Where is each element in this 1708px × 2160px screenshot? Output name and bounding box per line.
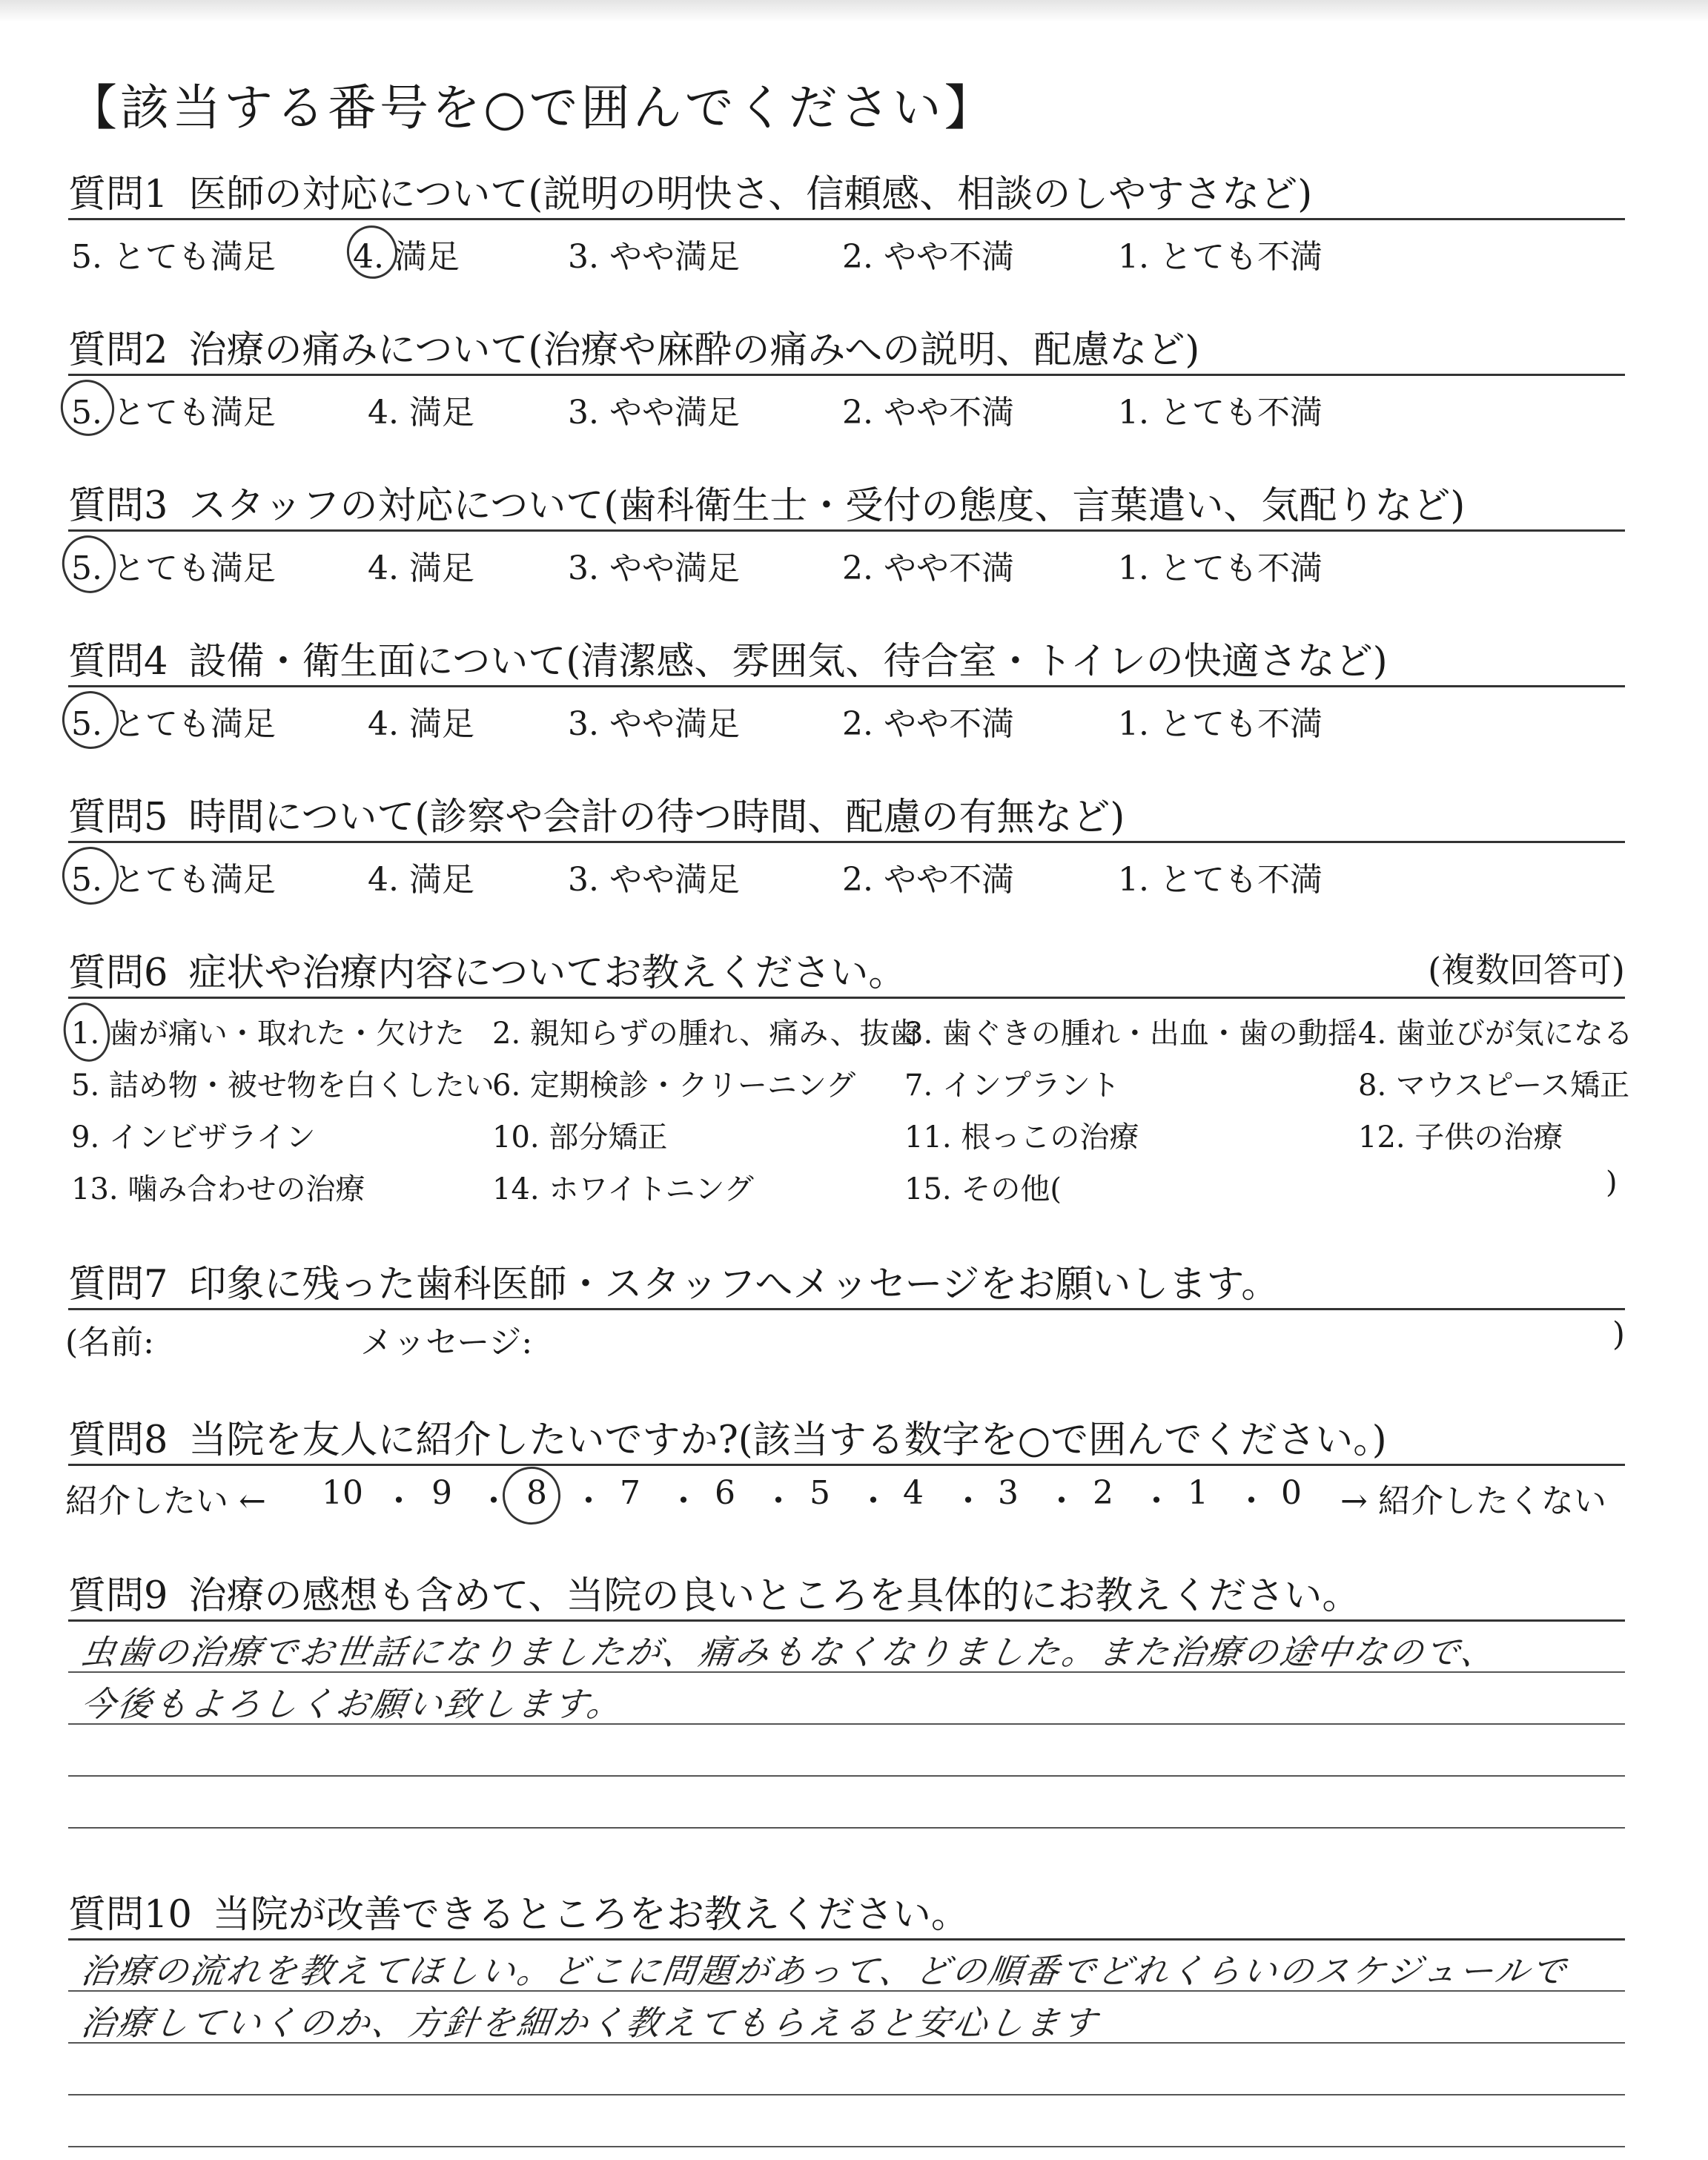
rating-option-4[interactable]: 4. 満足 <box>368 549 474 587</box>
symptom-option-8[interactable]: 8. マウスピース矯正 <box>1358 1069 1630 1103</box>
symptom-option-13[interactable]: 13. 噛み合わせの治療 <box>71 1172 365 1206</box>
symptom-option-3[interactable]: 3. 歯ぐきの腫れ・出血・歯の動揺 <box>904 1017 1357 1051</box>
selection-circle <box>59 999 115 1066</box>
question-rule <box>68 374 1625 376</box>
rating-option-3[interactable]: 3. やや満足 <box>568 394 740 432</box>
symptom-option-7[interactable]: 7. インプラント <box>904 1069 1120 1103</box>
scale-2[interactable]: 2 <box>1093 1474 1113 1512</box>
rating-option-1[interactable]: 1. とても不満 <box>1118 549 1323 587</box>
answer-line <box>68 2094 1625 2095</box>
question-number: 質問6 <box>68 951 168 995</box>
question-text: 治療の痛みについて(治療や麻酔の痛みへの説明、配慮など) <box>188 328 1200 372</box>
handwritten-answer-line: 虫歯の治療でお世話になりましたが、痛みもなくなりました。また治療の途中なので、 <box>78 1632 1500 1672</box>
question-heading <box>68 1883 969 1938</box>
question-rule <box>68 1308 1625 1310</box>
scale-dot: ・ <box>477 1482 510 1520</box>
question-number: 質問10 <box>68 1893 192 1937</box>
scale-dot: ・ <box>1045 1482 1078 1520</box>
question-text: 医師の対応について(説明の明快さ、信頼感、相談のしやすさなど) <box>188 173 1313 217</box>
rating-option-2[interactable]: 2. やや不満 <box>842 861 1014 899</box>
question-number: 質問5 <box>68 796 168 839</box>
handwritten-answer-line: 治療の流れを教えてほしい。どこに問題があって、どの順番でどれくらいのスケジュールで <box>78 1951 1571 1991</box>
multiple-answer-note: (複数回答可) <box>1428 950 1625 990</box>
question-text: 治療の感想も含めて、当院の良いところを具体的にお教えください。 <box>188 1574 1360 1618</box>
question-number: 質問3 <box>68 484 168 528</box>
question-rule <box>68 1938 1625 1941</box>
rating-option-4[interactable]: 4. 満足 <box>368 861 474 899</box>
scale-5[interactable]: 5 <box>810 1474 830 1512</box>
question-heading <box>68 1409 1387 1464</box>
scale-left-label: 紹介したい ← <box>65 1482 266 1520</box>
question-number: 質問7 <box>68 1263 168 1307</box>
rating-option-2[interactable]: 2. やや不満 <box>842 705 1014 743</box>
question-rule <box>68 841 1625 843</box>
rating-option-5[interactable]: 5. とても満足 <box>71 238 276 276</box>
rating-option-3[interactable]: 3. やや満足 <box>568 549 740 587</box>
name-label: (名前: <box>65 1324 154 1361</box>
scale-dot: ・ <box>1235 1482 1268 1520</box>
other-close-paren: ) <box>1606 1166 1618 1200</box>
symptom-option-9[interactable]: 9. インビザライン <box>71 1120 316 1155</box>
scale-4[interactable]: 4 <box>903 1474 924 1512</box>
question-heading <box>68 1253 1279 1308</box>
scale-10[interactable]: 10 <box>322 1474 363 1512</box>
rating-option-1[interactable]: 1. とても不満 <box>1118 705 1323 743</box>
scale-dot: ・ <box>762 1482 795 1520</box>
handwritten-answer-line: 今後もよろしくお願い致します。 <box>78 1684 626 1724</box>
scale-right-label: → 紹介したくない <box>1340 1482 1606 1520</box>
scale-dot: ・ <box>1140 1482 1173 1520</box>
scale-3[interactable]: 3 <box>998 1474 1019 1512</box>
rating-option-2[interactable]: 2. やや不満 <box>842 549 1014 587</box>
question-heading <box>68 630 1388 685</box>
scan-edge <box>0 0 1708 22</box>
scale-9[interactable]: 9 <box>431 1474 452 1512</box>
question-text: 印象に残った歯科医師・スタッフへメッセージをお願いします。 <box>188 1263 1280 1307</box>
rating-option-4[interactable]: 4. 満足 <box>368 705 474 743</box>
scale-0[interactable]: 0 <box>1281 1474 1302 1512</box>
symptom-option-15[interactable]: 15. その他( <box>904 1172 1062 1206</box>
page-title: 【該当する番号を○で囲んでください】 <box>68 79 996 136</box>
question-number: 質問1 <box>68 173 168 217</box>
rating-option-4[interactable]: 4. 満足 <box>353 238 460 276</box>
question-text: スタッフの対応について(歯科衛生士・受付の態度、言葉遣い、気配りなど) <box>188 484 1466 528</box>
symptom-option-10[interactable]: 10. 部分矯正 <box>492 1120 668 1155</box>
rating-option-1[interactable]: 1. とても不満 <box>1118 238 1323 276</box>
rating-option-3[interactable]: 3. やや満足 <box>568 238 740 276</box>
question-heading <box>68 942 906 997</box>
message-label: メッセージ: <box>360 1324 533 1361</box>
rating-option-3[interactable]: 3. やや満足 <box>568 861 740 899</box>
scale-1[interactable]: 1 <box>1188 1474 1208 1512</box>
question-rule <box>68 997 1625 999</box>
symptom-option-1[interactable]: 1. 歯が痛い・取れた・欠けた <box>71 1017 465 1051</box>
rating-option-5[interactable]: 5. とても満足 <box>71 394 276 432</box>
rating-option-2[interactable]: 2. やや不満 <box>842 238 1014 276</box>
answer-line <box>68 2146 1625 2147</box>
question-rule <box>68 1619 1625 1622</box>
symptom-option-14[interactable]: 14. ホワイトニング <box>492 1172 754 1206</box>
question-heading <box>68 475 1465 529</box>
rating-option-2[interactable]: 2. やや不満 <box>842 394 1014 432</box>
question-rule <box>68 685 1625 687</box>
question-number: 質問9 <box>68 1574 168 1618</box>
rating-option-1[interactable]: 1. とても不満 <box>1118 394 1323 432</box>
scale-6[interactable]: 6 <box>715 1474 735 1512</box>
rating-option-4[interactable]: 4. 満足 <box>368 394 474 432</box>
question-text: 当院を友人に紹介したいですか?(該当する数字を○で囲んでください。) <box>188 1418 1387 1462</box>
symptom-option-11[interactable]: 11. 根っこの治療 <box>904 1120 1139 1155</box>
message-close-paren: ) <box>1612 1315 1625 1353</box>
symptom-option-2[interactable]: 2. 親知らずの腫れ、痛み、抜歯 <box>492 1017 919 1051</box>
question-rule <box>68 529 1625 532</box>
question-rule <box>68 1464 1625 1466</box>
scale-8[interactable]: 8 <box>526 1474 547 1512</box>
question-heading <box>68 786 1125 841</box>
question-heading <box>68 319 1199 374</box>
symptom-option-4[interactable]: 4. 歯並びが気になる <box>1358 1017 1633 1051</box>
scale-dot: ・ <box>383 1482 415 1520</box>
answer-line <box>68 1827 1625 1829</box>
rating-option-5[interactable]: 5. とても満足 <box>71 705 276 743</box>
symptom-option-5[interactable]: 5. 詰め物・被せ物を白くしたい <box>71 1069 494 1103</box>
rating-option-5[interactable]: 5. とても満足 <box>71 861 276 899</box>
question-number: 質問2 <box>68 328 168 372</box>
question-text: 当院が改善できるところをお教えください。 <box>212 1893 969 1937</box>
question-text: 設備・衛生面について(清潔感、雰囲気、待合室・トイレの快適さなど) <box>188 640 1388 684</box>
question-heading <box>68 1565 1360 1619</box>
scale-dot: ・ <box>952 1482 984 1520</box>
question-heading <box>68 163 1312 218</box>
rating-option-3[interactable]: 3. やや満足 <box>568 705 740 743</box>
symptom-option-6[interactable]: 6. 定期検診・クリーニング <box>492 1069 856 1103</box>
symptom-option-12[interactable]: 12. 子供の治療 <box>1358 1120 1563 1155</box>
question-number: 質問8 <box>68 1418 168 1462</box>
rating-option-5[interactable]: 5. とても満足 <box>71 549 276 587</box>
scale-7[interactable]: 7 <box>620 1474 640 1512</box>
handwritten-answer-line: 治療していくのか、方針を細かく教えてもらえると安心します <box>78 2003 1102 2043</box>
question-rule <box>68 218 1625 220</box>
scale-dot: ・ <box>857 1482 890 1520</box>
answer-line <box>68 1775 1625 1777</box>
question-text: 時間について(診察や会計の待つ時間、配慮の有無など) <box>188 796 1125 839</box>
question-number: 質問4 <box>68 640 168 684</box>
scale-dot: ・ <box>667 1482 700 1520</box>
rating-option-1[interactable]: 1. とても不満 <box>1118 861 1323 899</box>
question-text: 症状や治療内容についてお教えください。 <box>188 951 907 995</box>
scale-dot: ・ <box>572 1482 605 1520</box>
